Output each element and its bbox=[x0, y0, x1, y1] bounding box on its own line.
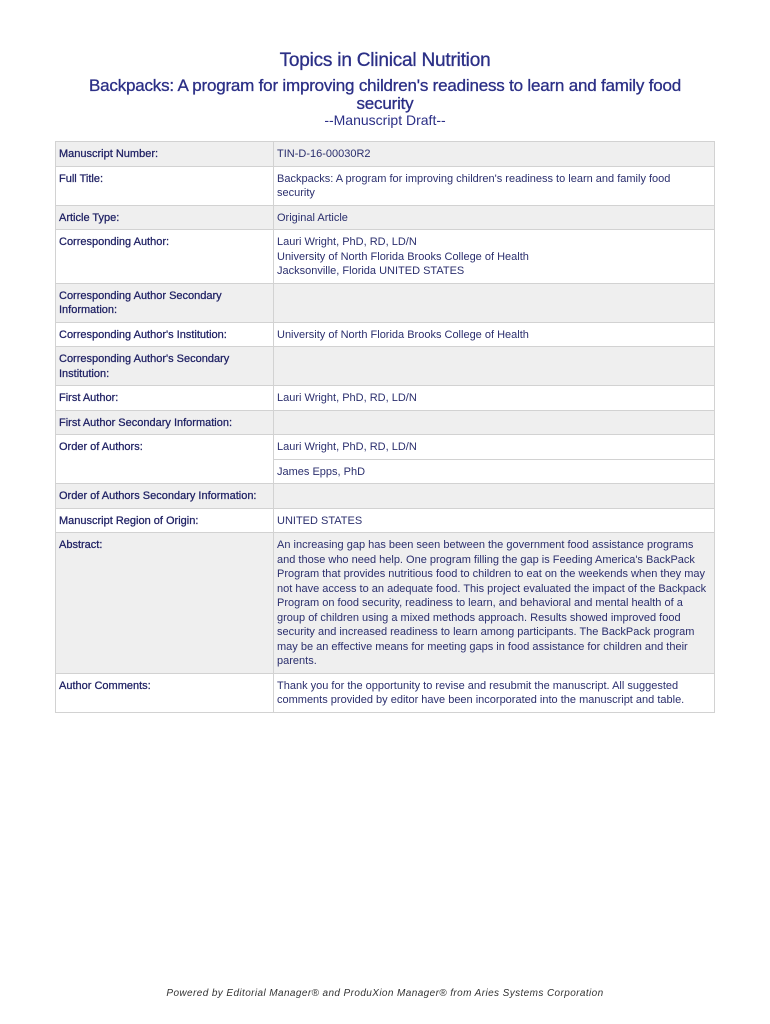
order-secondary-value bbox=[274, 484, 715, 509]
secondary-institution-value bbox=[274, 347, 715, 386]
table-row bbox=[56, 283, 715, 322]
table-row bbox=[56, 508, 715, 533]
author-name: Lauri Wright, PhD, RD, LD/N bbox=[277, 236, 417, 248]
manuscript-info-table bbox=[55, 141, 715, 713]
field-label: Manuscript Region of Origin: bbox=[56, 508, 274, 533]
draft-label: --Manuscript Draft-- bbox=[324, 112, 446, 128]
article-title: Backpacks: A program for improving children's readiness to learn and family food security bbox=[89, 76, 681, 113]
table-row bbox=[56, 205, 715, 230]
field-label: Author Comments: bbox=[56, 673, 274, 712]
field-label: Manuscript Number: bbox=[56, 142, 274, 167]
table-row bbox=[56, 386, 715, 411]
field-label: Article Type: bbox=[56, 205, 274, 230]
field-label: First Author Secondary Information: bbox=[56, 410, 274, 435]
abstract-value: An increasing gap has been seen between the government food assistance programs and those who need help. One program filling the gap is Feeding America's BackPack Program that provides nutritious food to children to eat on the weekends when they may not have access to an adequate food. This project evaluated the impact of the Backpack Program on food security, readiness to learn, and behavioral and mental health of a group of children using a mixed methods approach. Results showed improved food security and increased readiness to learn among participants. The BackPack program may be an effective means for meeting gaps in food assistance for children and their parents. bbox=[274, 533, 715, 674]
table-row bbox=[56, 347, 715, 386]
field-label: Corresponding Author Secondary Information: bbox=[56, 283, 274, 322]
author-location: Jacksonville, Florida UNITED STATES bbox=[277, 265, 465, 277]
full-title-value: Backpacks: A program for improving children's readiness to learn and family food security bbox=[274, 166, 715, 205]
table-row bbox=[56, 410, 715, 435]
author-order-2: James Epps, PhD bbox=[274, 459, 715, 484]
author-order-1: Lauri Wright, PhD, RD, LD/N bbox=[274, 435, 715, 460]
article-type-value: Original Article bbox=[274, 205, 715, 230]
table-row bbox=[56, 230, 715, 284]
first-author-secondary-value bbox=[274, 410, 715, 435]
table-row bbox=[56, 673, 715, 712]
corresponding-institution-value: University of North Florida Brooks College of Health bbox=[274, 322, 715, 347]
table-row bbox=[56, 533, 715, 674]
field-label: Abstract: bbox=[56, 533, 274, 674]
table-row bbox=[56, 166, 715, 205]
journal-title: Topics in Clinical Nutrition bbox=[279, 50, 491, 71]
field-label: Full Title: bbox=[56, 166, 274, 205]
footer-credit: Powered by Editorial Manager® and ProduXion Manager® from Aries Systems Corporation bbox=[166, 988, 604, 999]
first-author-value: Lauri Wright, PhD, RD, LD/N bbox=[274, 386, 715, 411]
table-row bbox=[56, 142, 715, 167]
region-value: UNITED STATES bbox=[274, 508, 715, 533]
author-institution: University of North Florida Brooks College of Health bbox=[277, 250, 529, 263]
corresponding-author-secondary-value bbox=[274, 283, 715, 322]
field-label: Order of Authors: bbox=[56, 435, 274, 484]
author-comments-value: Thank you for the opportunity to revise and resubmit the manuscript. All suggested comments provided by editor have been incorporated into the manuscript and table. bbox=[274, 673, 715, 712]
table-row bbox=[56, 435, 715, 460]
field-label: Corresponding Author's Institution: bbox=[56, 322, 274, 347]
field-label: Corresponding Author's Secondary Institution: bbox=[56, 347, 274, 386]
field-label: Order of Authors Secondary Information: bbox=[56, 484, 274, 509]
corresponding-author-value bbox=[274, 230, 715, 284]
field-label: Corresponding Author: bbox=[56, 230, 274, 284]
manuscript-number-value: TIN-D-16-00030R2 bbox=[274, 142, 715, 167]
field-label: First Author: bbox=[56, 386, 274, 411]
table-row bbox=[56, 322, 715, 347]
table-row bbox=[56, 484, 715, 509]
